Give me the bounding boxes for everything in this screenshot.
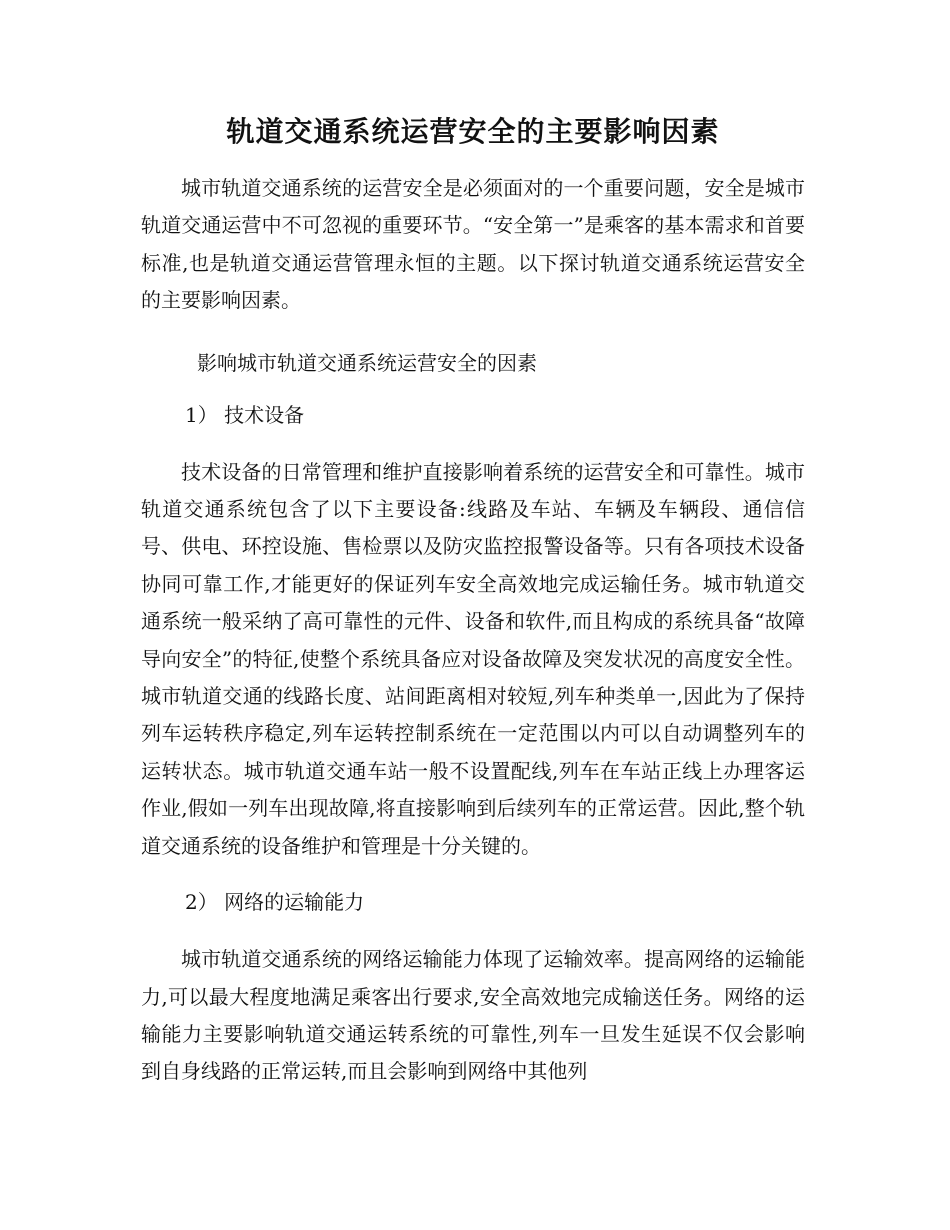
subsection-heading-technical-equipment: 1） 技术设备 — [185, 402, 305, 427]
subsection-heading-network-capacity: 2） 网络的运输能力 — [185, 890, 365, 915]
paragraph-network-capacity: 城市轨道交通系统的网络运输能力体现了运输效率。提高网络的运输能力,可以最大程度地满足乘客出行要求,安全高效地完成输送任务。网络的运输能力主要影响轨道交通运转系统的可靠性,列车一旦发生延误不仅会影响到自身线路的正常运转,而且会影响到网络中其他列 — [141, 947, 805, 1084]
document-title: 轨道交通系统运营安全的主要影响因素 — [226, 115, 720, 148]
intro-paragraph: 城市轨道交通系统的运营安全是必须面对的一个重要问题，安全是城市轨道交通运营中不可忽视的重要环节。“安全第一”是乘客的基本需求和首要标准,也是轨道交通运营管理永恒的主题。以下探讨轨道交通系统运营安全的主要影响因素。 — [141, 176, 805, 313]
section-heading: 影响城市轨道交通系统运营安全的因素 — [197, 350, 537, 375]
document-page — [141, 112, 805, 1091]
paragraph-technical-equipment: 技术设备的日常管理和维护直接影响着系统的运营安全和可靠性。城市轨道交通系统包含了以下主要设备:线路及车站、车辆及车辆段、通信信号、供电、环控设施、售检票以及防灾监控报警设备等。只有各项技术设备协同可靠工作,才能更好的保证列车安全高效地完成运输任务。城市轨道交通系统一般采纳了高可靠性的元件、设备和软件,而且构成的系统具备“故障导向安全”的特征,使整个系统具备应对设备故障及突发状况的高度安全性。城市轨道交通的线路长度、站间距离相对较短,列车种类单一,因此为了保持列车运转秩序稳定,列车运转控制系统在一定范围以内可以自动调整列车的运转状态。城市轨道交通车站一般不设置配线,列车在车站正线上办理客运作业,假如一列车出现故障,将直接影响到后续列车的正常运营。因此,整个轨道交通系统的设备维护和管理是十分关键的。 — [141, 459, 805, 858]
